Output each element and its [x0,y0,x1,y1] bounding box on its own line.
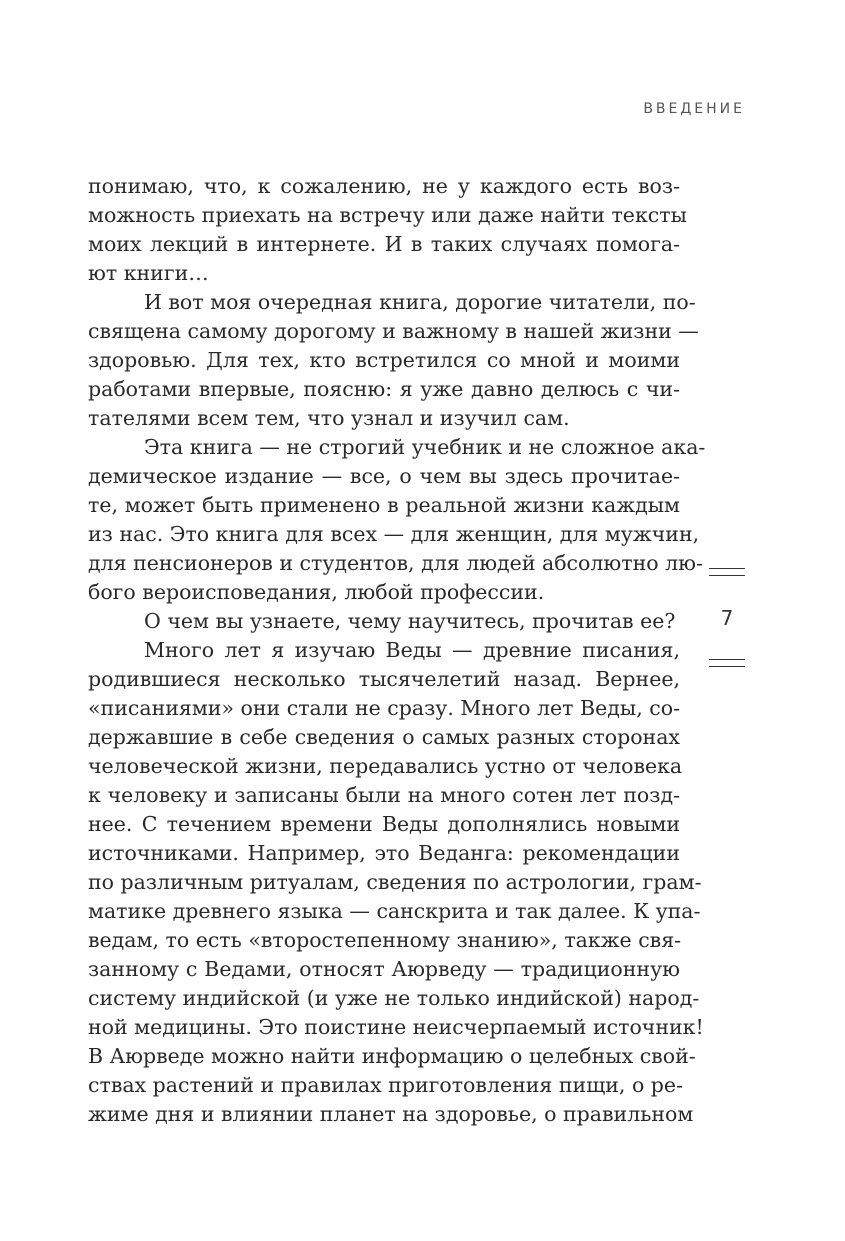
text-line: бого вероисповедания, любой профессии. [88,580,545,604]
text-line: родившиеся несколько тысячелетий назад. Вернее, [88,667,680,691]
text-line: тателями всем тем, что узнал и изучил сам. [88,406,570,430]
text-line: работами впервые, поясню: я уже давно делюсь с чи- [88,377,680,401]
text-line: нее. С течением времени Веды дополнялись новыми [88,812,680,836]
text-line: систему индийской (и уже не только индийской) народ- [88,986,700,1010]
text-line: ной медицины. Это поистине неисчерпаемый источник! [88,1015,704,1039]
text-line: демическое издание — все, о чем вы здесь прочитае- [88,464,680,488]
text-line: к человеку и записаны были на много сотен лет позд- [88,783,680,807]
text-line: можность приехать на встречу или даже найти тексты [88,203,687,227]
page-number: 7 [720,606,734,630]
folio-rule-top [709,568,745,576]
text-line: занному с Ведами, относят Аюрведу — традиционную [88,957,680,981]
text-line: ведам, то есть «второстепенному знанию», также свя- [88,928,682,952]
text-line: понимаю, что, к сожалению, не у каждого есть воз- [88,174,680,198]
text-line: те, может быть применено в реальной жизни каждым [88,493,680,517]
running-head: ВВЕДЕНИЕ [643,101,745,117]
text-line: жиме дня и влиянии планет на здоровье, о правильном [88,1102,694,1126]
text-line: ют книги… [88,261,209,285]
text-line: «писаниями» они стали не сразу. Много лет Веды, со- [88,696,680,720]
paragraph-start-line: Эта книга — не строгий учебник и не сложное ака- [144,435,706,459]
paragraph-start-line: Много лет я изучаю Веды — древние писания, [144,638,680,662]
paragraph-start-line: О чем вы узнаете, чему научитесь, прочитав ее? [144,609,676,633]
text-line: державшие в себе сведения о самых разных сторонах [88,725,680,749]
text-line: моих лекций в интернете. И в таких случаях помога- [88,232,680,256]
text-line: по различным ритуалам, сведения по астрологии, грам- [88,870,702,894]
text-line: человеческой жизни, передавались устно от человека [88,754,683,778]
text-line: из нас. Это книга для всех — для женщин, для мужчин, [88,522,700,546]
paragraph-start-line: И вот моя очередная книга, дорогие читатели, по- [144,290,696,314]
body-text [88,172,706,1129]
text-line: матике древнего языка — санскрита и так далее. К упа- [88,899,701,923]
text-line: В Аюрведе можно найти информацию о целебных свой- [88,1044,696,1068]
text-line: источниками. Например, это Веданга: рекомендации [88,841,680,865]
text-line: здоровью. Для тех, кто встретился со мной и моими [88,348,680,372]
folio-rule-bottom [709,659,745,667]
text-line: для пенсионеров и студентов, для людей абсолютно лю- [88,551,703,575]
text-line: ствах растений и правилах приготовления пищи, о ре- [88,1073,683,1097]
text-line: священа самому дорогому и важному в нашей жизни — [88,319,699,343]
